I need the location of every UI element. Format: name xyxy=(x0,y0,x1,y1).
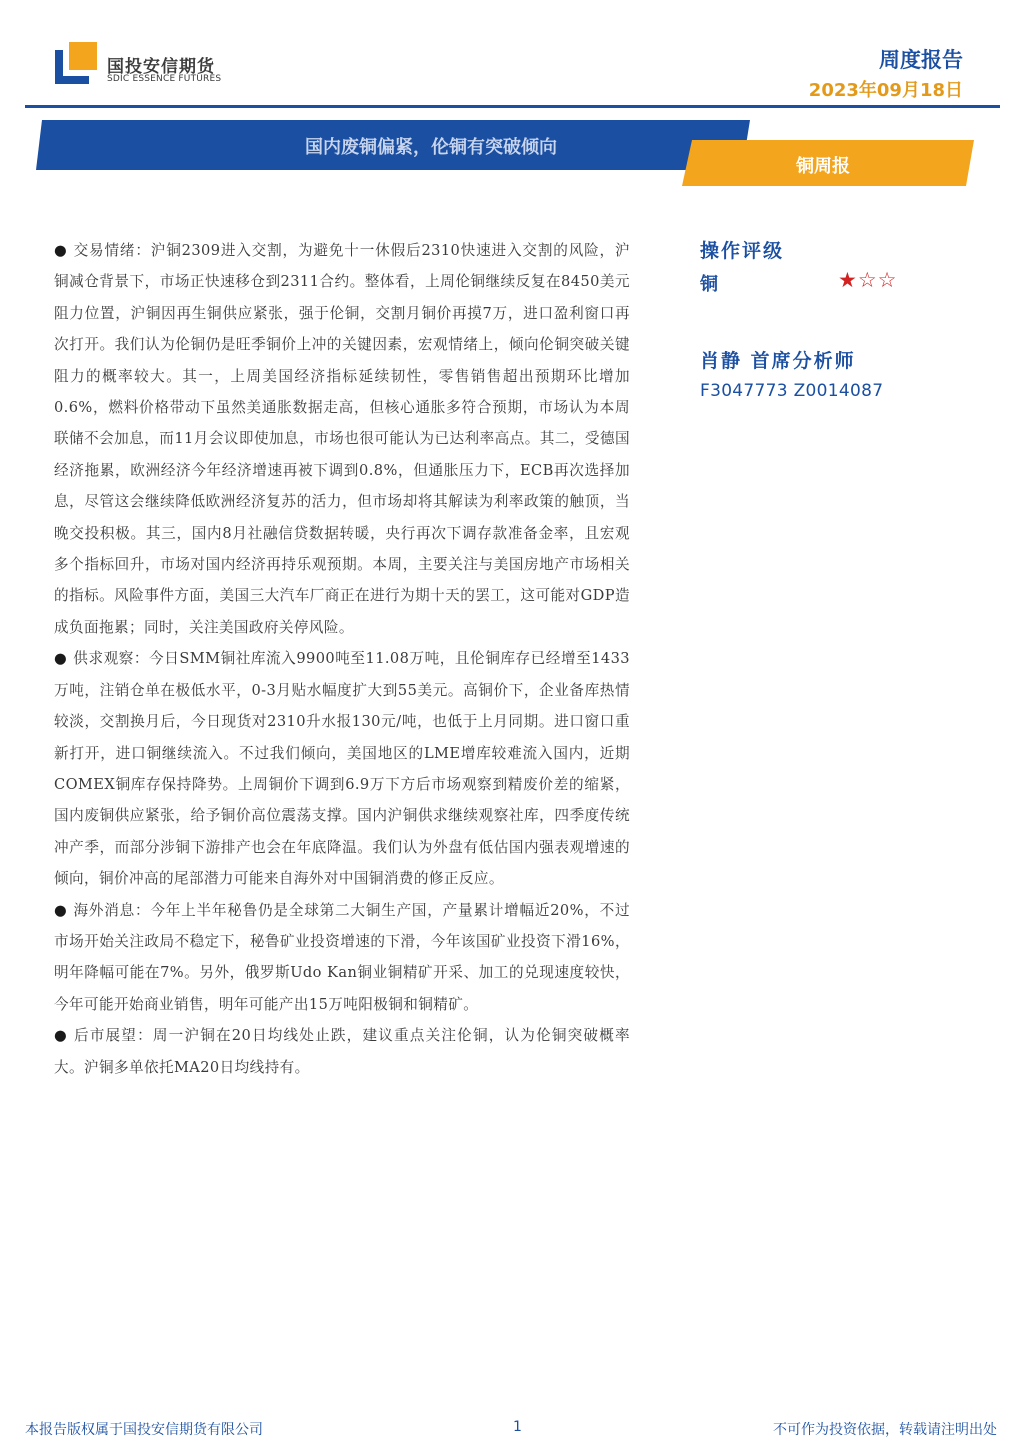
section-label: 后市展望： xyxy=(73,1027,153,1045)
sidebar xyxy=(700,236,940,401)
rating-commodity: 铜 xyxy=(700,274,718,295)
report-category-tag: 铜周报 xyxy=(796,156,850,177)
rating-row xyxy=(700,270,940,302)
section-outlook xyxy=(54,1020,630,1083)
title-banner xyxy=(36,120,976,190)
section-label: 交易情绪： xyxy=(73,242,151,259)
section-trading-sentiment xyxy=(54,235,630,643)
bullet-icon: ● xyxy=(54,901,68,919)
rating-stars-icon: ★☆☆ xyxy=(838,268,898,292)
report-body xyxy=(54,235,630,1083)
footer-copyright: 本报告版权属于国投安信期货有限公司 xyxy=(25,1422,263,1438)
section-text: 周一沪铜在20日均线处止跌，建议重点关注伦铜，认为伦铜突破概率大。沪铜多单依托MA20日均线持有。 xyxy=(54,1027,630,1076)
header-divider xyxy=(25,105,1000,108)
page-number: 1 xyxy=(513,1419,522,1435)
report-date: 2023年09月18日 xyxy=(808,80,963,101)
company-logo xyxy=(55,42,245,88)
logo-name-en: SDIC ESSENCE FUTURES xyxy=(107,74,222,84)
bullet-icon: ● xyxy=(54,650,68,668)
section-overseas-news xyxy=(54,895,630,1021)
section-text: 今日SMM铜社库流入9900吨至11.08万吨，且伦铜库存已经增至1433万吨，注销仓单在极低水平，0-3月贴水幅度扩大到55美元。高铜价下，企业备库热情较淡，交割换月后，今日现货对2310升水报130元/吨，也低于上月同期。进口窗口重新打开，进口铜继续流入。不过我们倾向，美国地区的LME增库较难流入国内，近期COMEX铜库存保持降势。上周铜价下调到6.9万下方后市场观察到精废价差的缩紧，国内废铜供应紧张，给予铜价高位震荡支撑。国内沪铜供求继续观察社库，四季度传统冲产季，而部分涉铜下游排产也会在年底降温。我们认为外盘有低估国内强表观增速的倾向，铜价冲高的尾部潜力可能来自海外对中国铜消费的修正反应。 xyxy=(54,650,630,888)
logo-mark-icon xyxy=(55,42,97,84)
report-title: 国内废铜偏紧，伦铜有突破倾向 xyxy=(305,137,557,158)
section-supply-demand xyxy=(54,643,630,894)
rating-heading: 操作评级 xyxy=(700,240,785,262)
footer-disclaimer: 不可作为投资依据，转载请注明出处 xyxy=(773,1422,997,1438)
analyst-name: 肖静 首席分析师 xyxy=(700,350,856,372)
bullet-icon: ● xyxy=(54,1027,68,1045)
section-text: 沪铜2309进入交割，为避免十一休假后2310快速进入交割的风险，沪铜减仓背景下，市场正快速移仓到2311合约。整体看，上周伦铜继续反复在8450美元阻力位置，沪铜因再生铜供应紧张，强于伦铜，交割月铜价再摸7万，进口盈利窗口再次打开。我们认为伦铜仍是旺季铜价上冲的关键因素，宏观情绪上，倾向伦铜突破关键阻力的概率较大。其一，上周美国经济指标延续韧性，零售销售超出预期环比增加0.6%，燃料价格带动下虽然美通胀数据走高，但核心通胀多符合预期，市场认为本周联储不会加息，而11月会议即使加息，市场也很可能认为已达利率高点。其二，受德国经济拖累，欧洲经济今年经济增速再被下调到0.8%，但通胀压力下，ECB再次选择加息，尽管这会继续降低欧洲经济复苏的活力，但市场却将其解读为利率政策的触顶，当晚交投积极。其三，国内8月社融信贷数据转暖，央行再次下调存款准备金率，且宏观多个指标回升，市场对国内经济再持乐观预期。本周，主要关注与美国房地产市场相关的指标。风险事件方面，美国三大汽车厂商正在进行为期十天的罢工，这可能对GDP造成负面拖累；同时，关注美国政府关停风险。 xyxy=(54,242,630,636)
bullet-icon: ● xyxy=(54,242,68,259)
logo-name-cn: 国投安信期货 xyxy=(107,57,215,77)
section-text: 今年上半年秘鲁仍是全球第二大铜生产国，产量累计增幅近20%，不过市场开始关注政局不稳定下，秘鲁矿业投资增速的下滑，今年该国矿业投资下滑16%，明年降幅可能在7%。另外，俄罗斯Udo Kan铜业铜精矿开采、加工的兑现速度较快，今年可能开始商业销售，明年可能产出15万吨阳极铜和铜精矿。 xyxy=(54,901,630,1013)
analyst-license: F3047773 Z0014087 xyxy=(700,381,884,401)
section-label: 供求观察： xyxy=(73,650,150,668)
section-label: 海外消息： xyxy=(73,901,151,919)
report-type: 周度报告 xyxy=(879,48,963,72)
